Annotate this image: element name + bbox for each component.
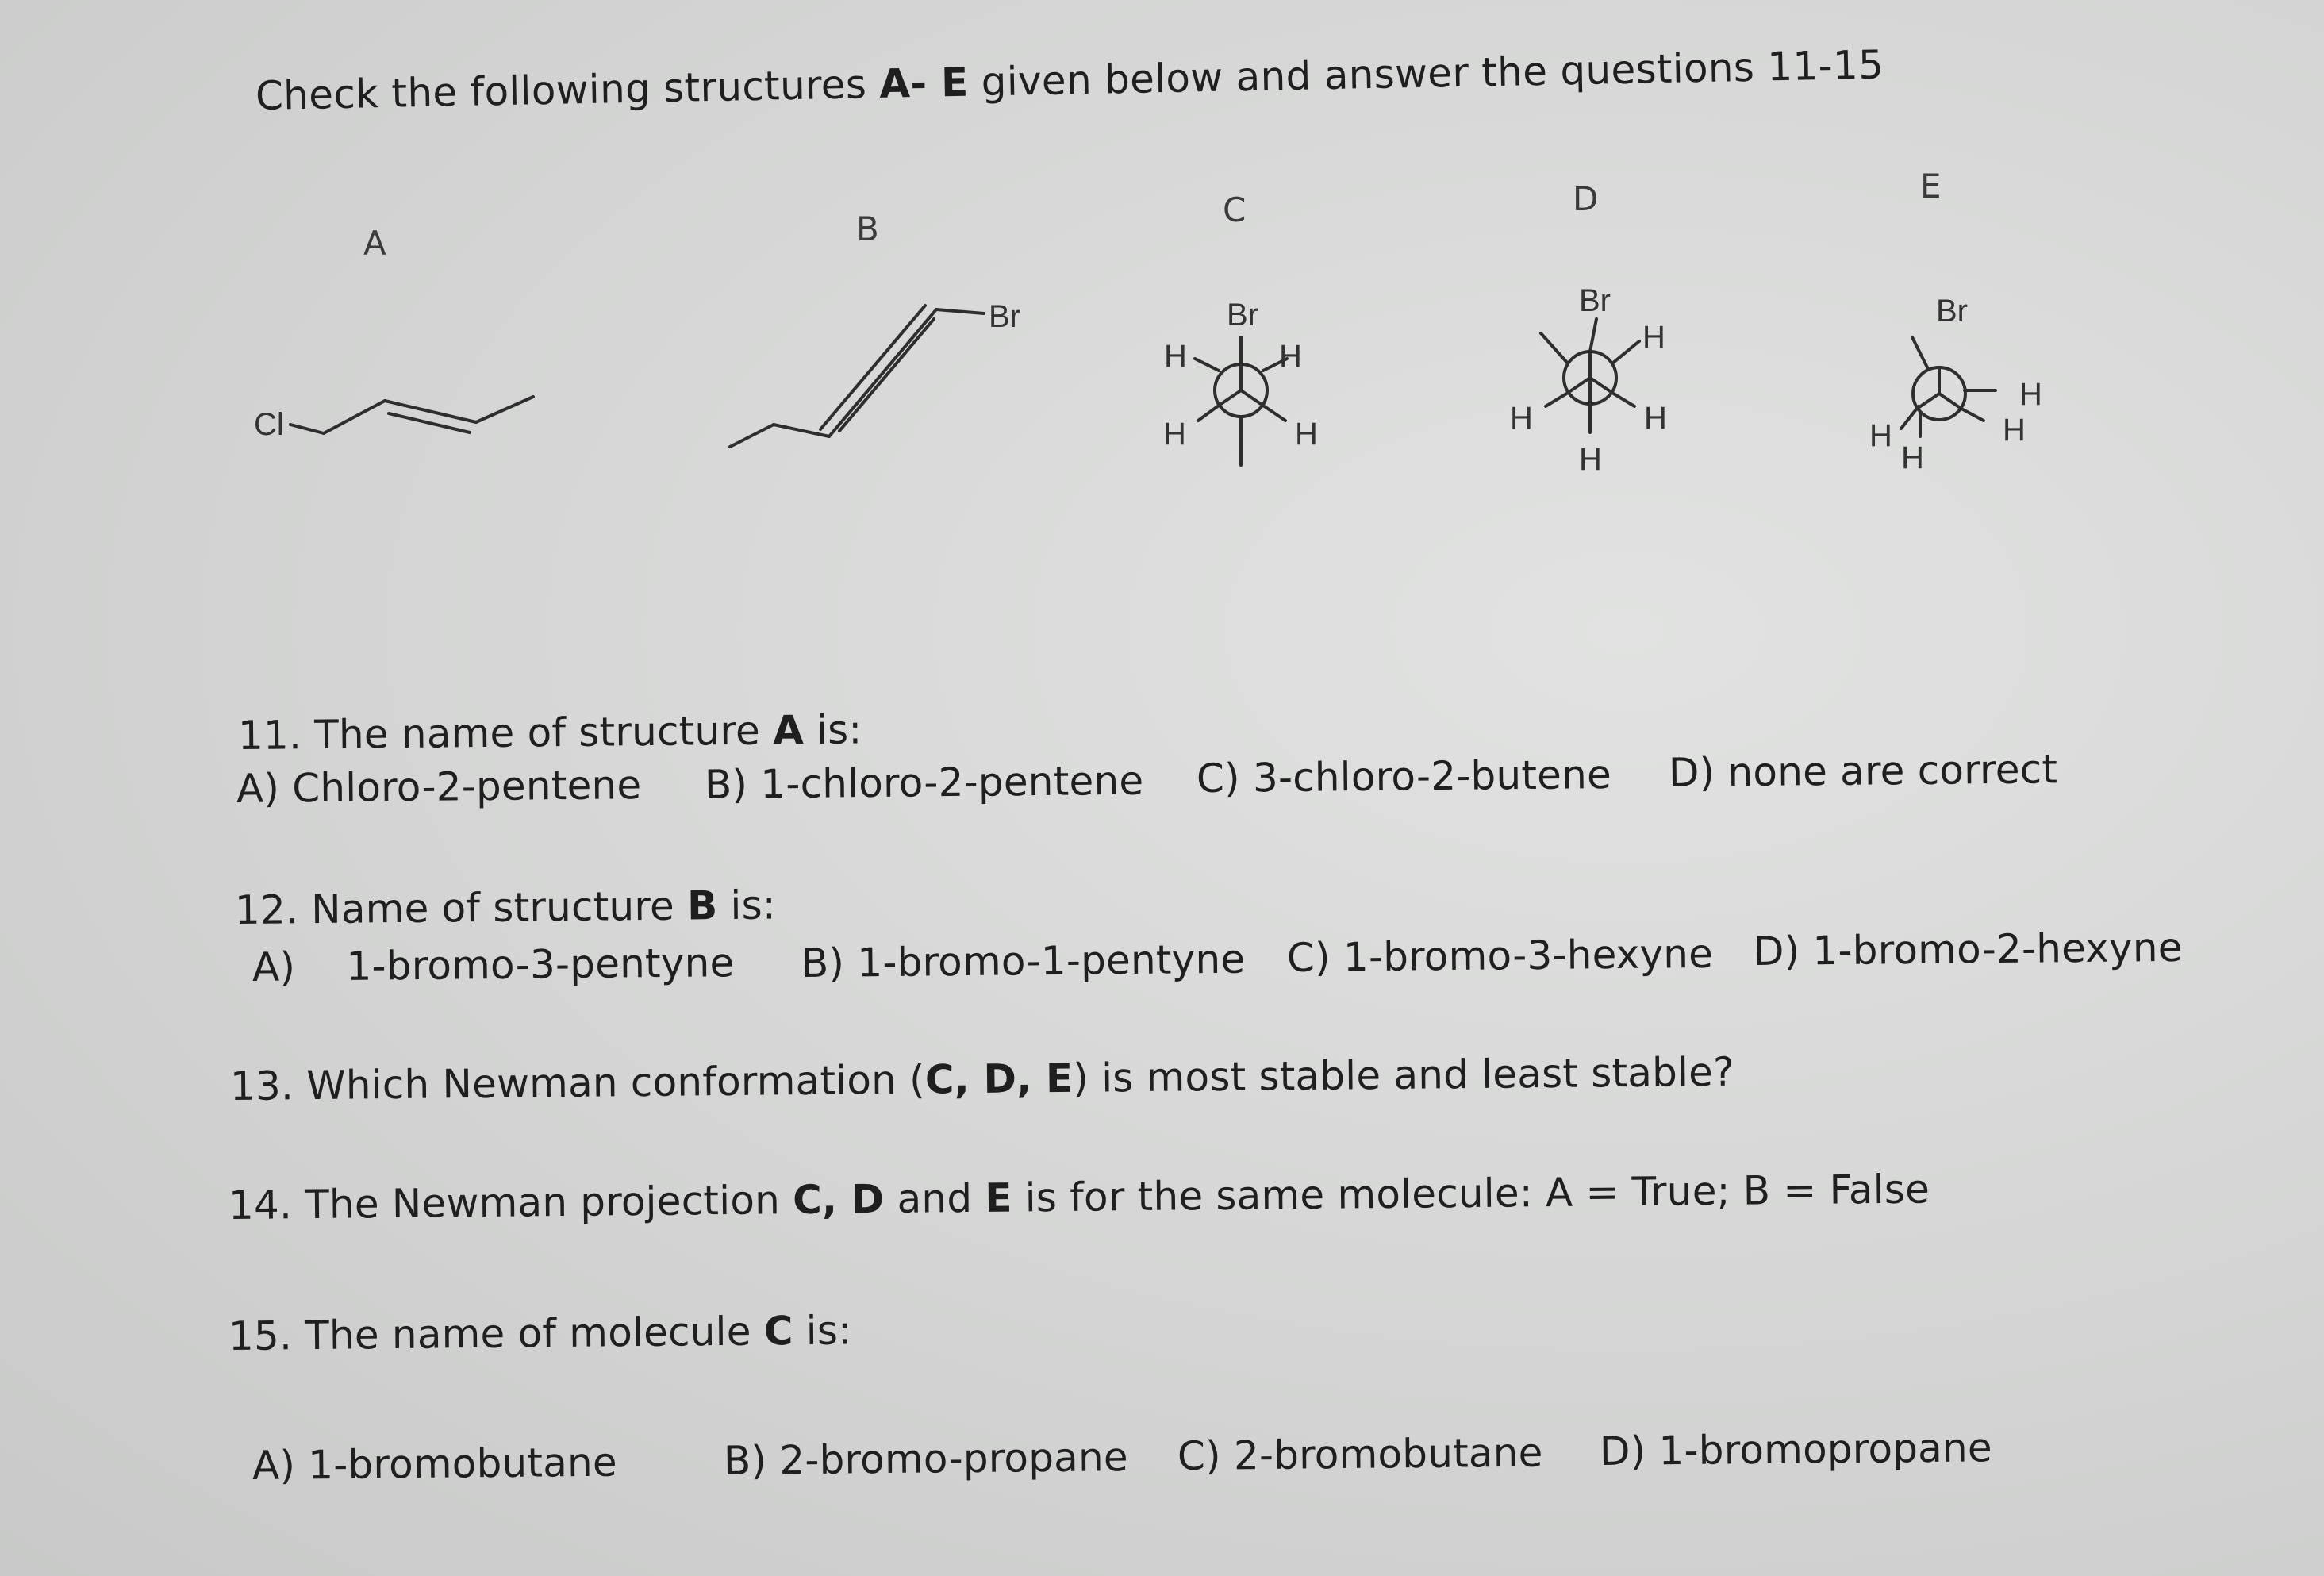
- structure-label-a: A: [363, 224, 386, 263]
- structure-label-b: B: [856, 209, 879, 248]
- question-15-prefix: 15. The name of molecule: [228, 1308, 765, 1359]
- question-12-prefix: 12. Name of structure: [234, 882, 688, 933]
- atom-c-br: Br: [1227, 298, 1258, 332]
- atom-e-h2: H: [1869, 418, 1892, 453]
- question-11-suffix: is:: [803, 706, 862, 754]
- question-14-bold-2: E: [985, 1174, 1012, 1221]
- atom-c-h1: H: [1164, 339, 1187, 374]
- atom-e-h3: H: [2003, 413, 2026, 448]
- question-15-option-b: B) 2-bromo-propane: [723, 1434, 1129, 1484]
- structure-label-e: E: [1920, 167, 1942, 206]
- question-12-suffix: is:: [717, 882, 777, 929]
- question-11-option-b: B) 1-chloro-2-pentene: [704, 757, 1144, 808]
- structure-label-d: D: [1573, 179, 1599, 218]
- question-13-prefix: 13. Which Newman conformation (: [229, 1056, 926, 1109]
- question-11: [238, 706, 862, 759]
- atom-a-cl: Cl: [254, 407, 284, 442]
- question-11-bold: A: [772, 707, 805, 754]
- question-15-option-c: C) 2-bromobutane: [1177, 1429, 1543, 1479]
- newman-c-drawing: [1195, 337, 1287, 465]
- atom-e-h1: H: [2019, 377, 2042, 412]
- question-12-option-a: A) 1-bromo-3-pentyne: [252, 940, 735, 990]
- question-14-suffix: is for the same molecule: A = True; B = False: [1012, 1166, 1930, 1221]
- newman-d-drawing: [1541, 319, 1639, 432]
- structures-figure: [0, 0, 2324, 555]
- question-11-option-a: A) Chloro-2-pentene: [236, 762, 642, 812]
- question-15-suffix: is:: [793, 1307, 852, 1355]
- atom-d-h3: H: [1644, 401, 1667, 436]
- question-13-bold: C, D, E: [924, 1055, 1074, 1103]
- header-bold-range: A- E: [878, 59, 970, 107]
- question-12: [235, 882, 776, 933]
- question-14: [229, 1166, 1930, 1228]
- question-12-option-c: C) 1-bromo-3-hexyne: [1286, 930, 1714, 981]
- structure-label-c: C: [1223, 190, 1247, 229]
- atom-d-h4: H: [1579, 442, 1602, 477]
- newman-e-drawing: [1901, 337, 1996, 436]
- question-15: [229, 1307, 852, 1359]
- atom-c-h3: H: [1163, 417, 1186, 452]
- atom-d-h1: H: [1642, 320, 1665, 355]
- question-14-bold-1: C, D: [792, 1176, 885, 1224]
- question-12-bold: B: [686, 882, 718, 929]
- atom-d-h2: H: [1510, 401, 1533, 436]
- header-prefix: Check the following structures: [255, 60, 880, 119]
- atom-c-h4: H: [1295, 417, 1318, 452]
- question-11-option-c: C) 3-chloro-2-butene: [1196, 751, 1612, 801]
- atom-b-br: Br: [989, 299, 1020, 334]
- atom-d-br: Br: [1579, 283, 1611, 318]
- structure-b-drawing: [730, 306, 984, 447]
- question-14-mid: and: [884, 1174, 985, 1223]
- question-11-prefix: 11. The name of structure: [237, 707, 774, 759]
- question-14-prefix: 14. The Newman projection: [228, 1177, 793, 1228]
- question-15-option-d: D) 1-bromopropane: [1599, 1424, 1993, 1474]
- header-suffix: given below and answer the questions 11-15: [967, 41, 1884, 106]
- question-12-option-d: D) 1-bromo-2-hexyne: [1753, 924, 2183, 974]
- atom-e-h4: H: [1901, 440, 1924, 475]
- question-11-option-d: D) none are correct: [1668, 746, 2058, 796]
- question-13-suffix: ) is most stable and least stable?: [1073, 1048, 1735, 1101]
- question-12-option-b: B) 1-bromo-1-pentyne: [801, 936, 1246, 986]
- atom-e-br: Br: [1936, 294, 1968, 329]
- question-15-option-a: A) 1-bromobutane: [252, 1439, 618, 1489]
- question-13: [230, 1049, 1734, 1109]
- atom-c-h2: H: [1279, 339, 1302, 374]
- question-15-bold: C: [763, 1308, 793, 1355]
- structure-a-drawing: [290, 397, 533, 433]
